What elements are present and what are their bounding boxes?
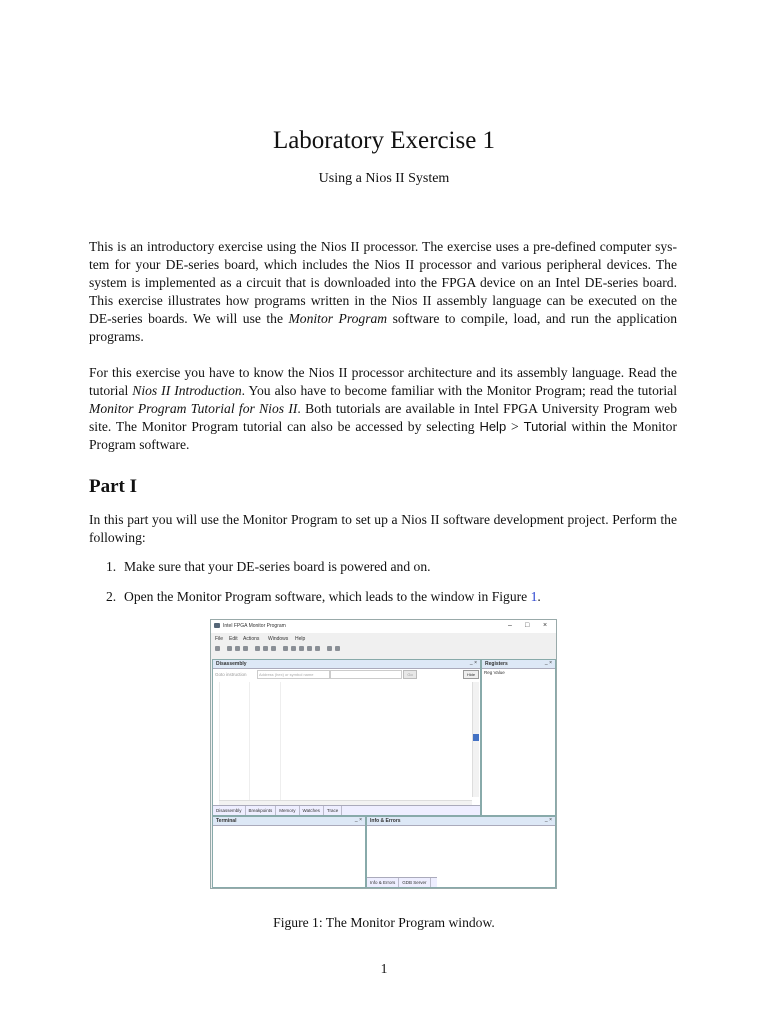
monitor-program-term: Monitor Program [288,311,388,326]
close-icon: × [543,622,548,629]
part-intro-paragraph: In this part you will use the Monitor Program to set up a Nios II software development project. Perform the following: [89,512,677,545]
tab-gdb-server[interactable]: GDB Server [399,878,430,887]
menu-bar [211,634,556,643]
hide-button[interactable]: Hide [463,670,479,679]
figure-link[interactable]: 1 [530,589,538,604]
menu-windows: Windows [268,636,289,642]
page-subtitle: Using a Nios II System [318,171,450,186]
figure-caption: Figure 1: The Monitor Program window. [273,915,495,930]
list-item: 2. Open the Monitor Program software, which leads to the window in Figure 1. [106,589,541,604]
menu-file: File [215,636,224,642]
page-title: Laboratory Exercise 1 [272,127,496,154]
info-errors-panel: Info & Errors _ × Info & Errors GDB Server [366,816,556,888]
disassembly-title: Disassembly [216,661,247,667]
terminal-panel: Terminal _ × [212,816,366,888]
menu-actions: Actions [243,636,260,642]
section-heading: Part I [89,476,138,497]
registers-panel: Registers _ × Reg Value [481,659,556,816]
go-button[interactable]: Go [403,670,417,679]
prerequisite-paragraph: For this exercise you have to know the Nios II processor architecture and its assembly language. Read the tutorial Nios II Introduction. You also have to become familiar with the Monitor Program; read the tutorial Monitor Program Tutorial for Nios II. Both tutorials are available in Intel FPGA University Program web site. The Monitor Program tutorial can also be accessed by selecting Help > Tutorial within the Monitor Program software. [89,365,678,452]
maximize-icon: □ [525,622,530,629]
registers-title: Registers [485,661,508,667]
minimize-icon: – [508,622,512,629]
menu-help: Help [295,636,306,642]
tab-disassembly[interactable]: Disassembly [213,806,246,815]
tab-info-errors[interactable]: Info & Errors [367,878,399,887]
symbol-input[interactable] [330,670,402,679]
menu-edit: Edit [229,636,238,642]
register-column-headers: Reg Value [484,670,505,675]
tab-trace[interactable]: Trace [324,806,342,815]
tab-memory[interactable]: Memory [276,806,299,815]
tutorial-menu-ref: Tutorial [523,419,567,434]
app-icon [214,623,220,628]
info-title: Info & Errors [370,818,401,824]
disassembly-tabs [213,805,480,815]
page-number: 1 [380,961,388,976]
list-item: 1. Make sure that your DE-series board is powered and on. [106,559,431,574]
info-tabs [367,877,437,887]
help-menu-ref: Help [479,419,507,434]
tab-watches[interactable]: Watches [300,806,324,815]
monitor-program-screenshot [210,619,557,889]
disassembly-panel: Disassembly _ × Goto instruction Address (hex) or symbol name Go Hide Disassembly Breakpoints Memory Watches Trace [212,659,481,816]
tab-breakpoints[interactable]: Breakpoints [246,806,277,815]
address-input[interactable]: Address (hex) or symbol name [257,670,330,679]
goto-label: Goto instruction [215,672,247,677]
intro-paragraph: This is an introductory exercise using the Nios II processor. The exercise uses a pre-defined computer sys- tem for your DE-series board, which includes the Nios II processor and various peripheral devices. The system is implemented as a circuit that is downloaded into the FPGA device on an Intel DE-series board. This exercise illustrates how programs written in the Nios II assembly language can be executed on the DE-series boards. We will use the Monitor Program software to compile, load, and run the application programs. [89,239,677,344]
toolbar [211,644,556,654]
terminal-title: Terminal [216,818,237,824]
window-title: Intel FPGA Monitor Program [223,623,286,629]
window-titlebar [211,620,556,633]
vertical-scrollbar[interactable] [472,682,479,797]
